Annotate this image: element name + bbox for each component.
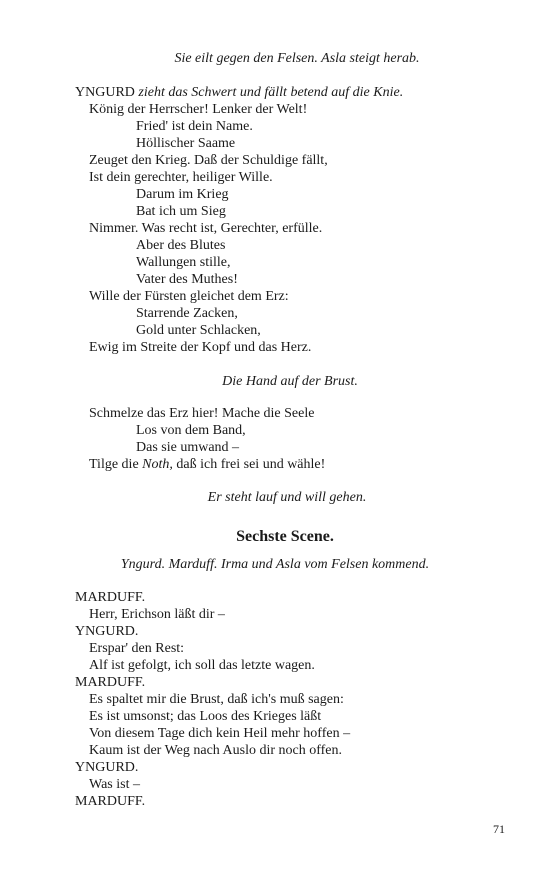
stage-direction: Er steht lauf und will gehen. [207, 490, 367, 505]
verse-line: König der Herrscher! Lenker der Welt! [89, 102, 308, 117]
verse-line: Zeuget den Krieg. Daß der Schuldige fällt, [89, 153, 328, 168]
verse-text: daß ich frei sei und wähle! [172, 457, 326, 472]
verse-line: Nimmer. Was recht ist, Gerechter, erfülle. [89, 221, 323, 236]
stage-direction: Die Hand auf der Brust. [222, 374, 358, 389]
verse-line [89, 456, 325, 473]
verse-line: Herr, Erichson läßt dir – [89, 607, 225, 622]
verse-line: Gold unter Schlacken, [136, 323, 261, 338]
verse-line: Los von dem Band, [136, 423, 246, 438]
verse-line: Ist dein gerechter, heiliger Wille. [89, 170, 273, 185]
verse-line: Fried' ist dein Name. [136, 119, 253, 134]
scene-title: Sechste Scene. [236, 528, 334, 545]
verse-line: Alf ist gefolgt, ich soll das letzte wagen. [89, 658, 315, 673]
verse-line: Wille der Fürsten gleichet dem Erz: [89, 289, 289, 304]
verse-line: Darum im Krieg [136, 187, 229, 202]
verse-line: Vater des Muthes! [136, 272, 238, 287]
verse-line: Es spaltet mir die Brust, daß ich's muß sagen: [89, 692, 344, 707]
verse-line: Das sie umwand – [136, 440, 240, 455]
speaker-name: YNGURD [75, 85, 135, 100]
verse-text-italic: Noth, [142, 457, 173, 472]
page-number: 71 [493, 822, 505, 836]
verse-line: Es ist umsonst; das Loos des Krieges läßt [89, 709, 322, 724]
stage-direction: Sie eilt gegen den Felsen. Asla steigt herab. [174, 51, 420, 66]
speaker-name: YNGURD. [75, 624, 139, 639]
stage-direction-inline: zieht das Schwert und fällt betend auf die Knie. [138, 85, 404, 100]
speaker-name: MARDUFF. [75, 675, 146, 690]
verse-line: Aber des Blutes [136, 238, 226, 253]
speaker-name: MARDUFF. [75, 794, 146, 809]
verse-line: Was ist – [89, 777, 140, 792]
speaker-line [75, 84, 403, 101]
speaker-name: YNGURD. [75, 760, 139, 775]
speaker-name: MARDUFF. [75, 590, 146, 605]
verse-line: Kaum ist der Weg nach Auslo dir noch offen. [89, 743, 343, 758]
verse-line: Schmelze das Erz hier! Mache die Seele [89, 406, 315, 421]
verse-line: Höllischer Saame [136, 136, 236, 151]
verse-line: Bat ich um Sieg [136, 204, 226, 219]
scene-cast: Yngurd. Marduff. Irma und Asla vom Felsen kommend. [120, 557, 430, 572]
verse-line: Ewig im Streite der Kopf und das Herz. [89, 340, 312, 355]
verse-line: Wallungen stille, [136, 255, 231, 270]
verse-line: Starrende Zacken, [136, 306, 238, 321]
verse-line: Von diesem Tage dich kein Heil mehr hoffen – [89, 726, 351, 741]
verse-line: Erspar' den Rest: [89, 641, 185, 656]
verse-text: Tilge die [89, 457, 143, 472]
